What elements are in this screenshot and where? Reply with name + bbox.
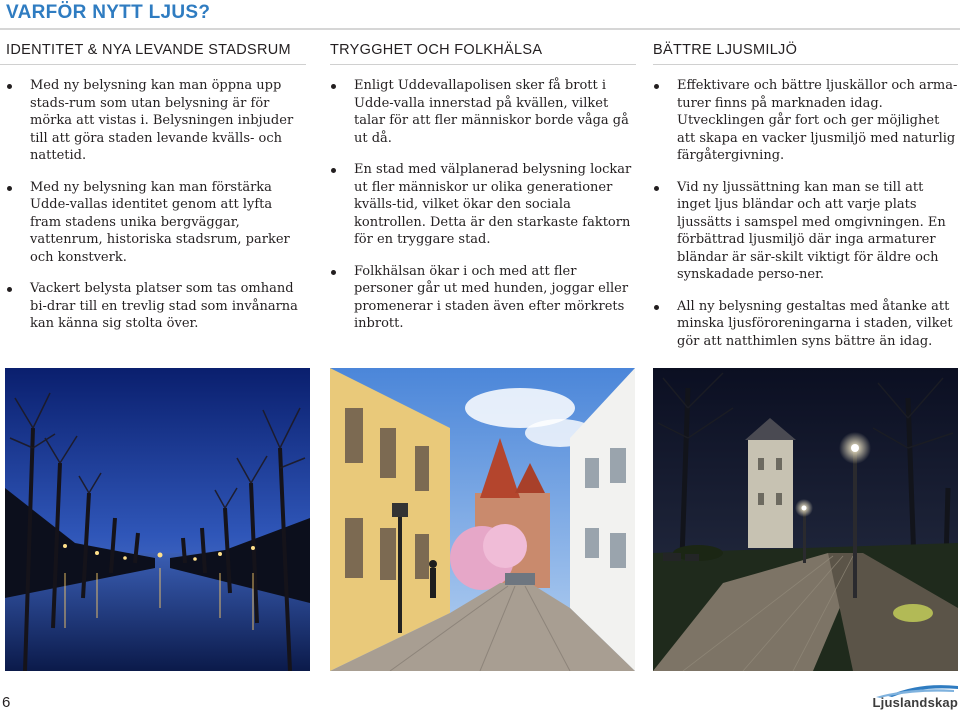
list-item: Med ny belysning kan man öppna upp stads-rum som utan belysning är för mörka att vistas i. Belysningen inbjuder till att göra staden levande kvälls- och nattetid. (6, 77, 306, 165)
header-divider (0, 28, 960, 30)
bullet-icon (654, 186, 659, 191)
list-item: En stad med välplanerad belysning lockar ut fler människor ur olika generationer kvälls-tid, vilket ökar den sociala kontrollen. Detta är den starkaste faktorn för en tryggare stad. (330, 161, 636, 249)
bullet-icon (7, 84, 12, 89)
list-item: Med ny belysning kan man förstärka Udde-vallas identitet genom att lyfta fram stadens unika bergväggar, vattenrum, historiska stadsrum, parker och konstverk. (6, 179, 306, 267)
list-item: Folkhälsan ökar i och med att fler personer går ut med hunden, joggar eller promenerar i staden även efter mörkrets inbrott. (330, 263, 636, 333)
bullet-icon (7, 287, 12, 292)
bullet-icon (654, 84, 659, 89)
list-item: Vackert belysta platser som tas omhand bi-drar till en trevlig stad som invånarna kan känna sig stolta över. (6, 280, 306, 333)
list-item: Vid ny ljussättning kan man se till att inget ljus bländar och att varje plats ljussätts i samspel med omgivningen. En förbättrad ljusmiljö där inga armaturer bländar är sär-skilt viktigt för äldre och synskadade perso-ner. (653, 179, 958, 284)
page-number: 6 (2, 694, 11, 711)
ljuslandskap-logo (858, 684, 960, 712)
river-evening-photo-icon (5, 368, 310, 671)
bullet-icon (331, 84, 336, 89)
park-path-night-photo-icon (653, 368, 958, 671)
column-safety-health (330, 42, 636, 347)
bullet-list (6, 77, 306, 333)
list-item: Enligt Uddevallapolisen sker få brott i Udde-valla innerstad på kvällen, vilket talar för att fler människor borde våga gå ut då. (330, 77, 636, 147)
bullet-list (330, 77, 636, 333)
bullet-icon (7, 186, 12, 191)
street-day-photo-icon (330, 368, 635, 671)
bullet-icon (654, 305, 659, 310)
park-path-night-photo (653, 368, 958, 671)
list-item: All ny belysning gestaltas med åtanke att minska ljusföroreningarna i staden, vilket gör att natthimlen syns bättre än idag. (653, 298, 958, 351)
column-light-environment (653, 42, 958, 364)
street-day-photo (330, 368, 635, 671)
list-item: Effektivare och bättre ljuskällor och arma-turer finns på marknaden idag. Utvecklingen går fort och ger möjlighet att skapa en vacker ljusmiljö med naturlig färgåtergivning. (653, 77, 958, 165)
page-title: VARFÖR NYTT LJUS? (6, 2, 211, 23)
river-evening-photo (5, 368, 310, 671)
bullet-icon (331, 270, 336, 275)
logo-text: Ljuslandskap (872, 695, 958, 710)
bullet-list (653, 77, 958, 350)
column-heading: IDENTITET & NYA LEVANDE STADSRUM (0, 42, 306, 65)
column-heading: BÄTTRE LJUSMILJÖ (653, 42, 958, 65)
column-heading: TRYGGHET OCH FOLKHÄLSA (330, 42, 636, 65)
bullet-icon (331, 168, 336, 173)
column-identity (6, 42, 306, 347)
